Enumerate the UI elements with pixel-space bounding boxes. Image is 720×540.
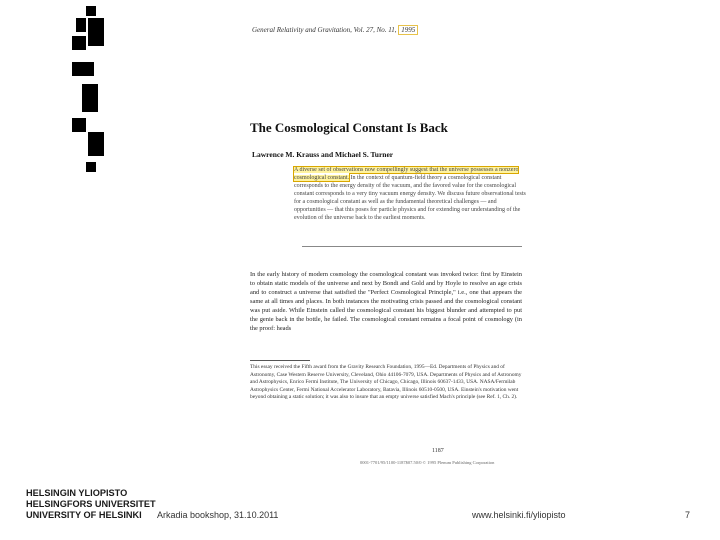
- article-authors: Lawrence M. Krauss and Michael S. Turner: [252, 150, 394, 159]
- journal-line: General Relativity and Gravitation, Vol. 27, No. 11,: [252, 26, 397, 34]
- abstract-highlight: A diverse set of observations now compellingly suggest that the universe possesses a nonzero cosmological constant.: [294, 167, 519, 181]
- scanned-article-page: [242, 20, 532, 470]
- university-name-en: UNIVERSITY OF HELSINKI: [26, 510, 142, 520]
- journal-year: 1995: [398, 25, 418, 35]
- article-footnotes: This essay received the Fifth award from the Gravity Research Foundation, 1995—Ed. Departments of Physics and of Astronomy, Case Western Reserve University, Cleveland, Ohio 44106-7079, USA. Departments of Physics and of Astronomy and Astrophysics, Enrico Fermi Institute, The University of Chicago, Chicago, Illinois 60637-1433, USA. NASA/Fermilab Astrophysics Center, Fermi National Accelerator Laboratory, Batavia, Illinois 60510-0500, USA. Einstein's motivation went beyond obtaining a static solution; it was also to insure that an empty universe satisfied Mach's principle (see Ref. 1, Ch. 2).: [250, 364, 522, 400]
- article-page-number: 1187: [432, 448, 444, 454]
- footer-event: Arkadia bookshop, 31.10.2011: [157, 510, 279, 520]
- article-title: The Cosmological Constant Is Back: [250, 120, 448, 135]
- article-abstract: [294, 166, 528, 222]
- slide-number: 7: [685, 510, 691, 520]
- publisher-code: 0001-7701/95/1100-1187$07.50/0 © 1995 Plenum Publishing Corporation: [360, 460, 495, 465]
- footnote-divider: [250, 360, 310, 361]
- footer-url: www.helsinki.fi/yliopisto: [472, 510, 566, 520]
- journal-citation: [252, 26, 418, 34]
- article-body: In the early history of modern cosmology the cosmological constant was invoked twice: first by Einstein to obtain static models of the universe and next by Bondi and Gold and by Hoyle to resolve an age crisis and to construct a universe that satisfied the "Perfect Cosmological Principle," i.e., one that appears the same at all times and places. In both instances the motivating crisis passed and the cosmological constant was put aside. While Einstein called the cosmological constant his biggest blunder and attempted to put the genie back in the bottle, he failed. The cosmological constant remains a focal point of cosmology (in the proof: heads: [250, 271, 522, 332]
- university-wordmark: [26, 488, 156, 521]
- university-flame-logo: [72, 6, 108, 176]
- university-name-sv: HELSINGFORS UNIVERSITET: [26, 499, 156, 509]
- abstract-divider: [302, 246, 522, 247]
- abstract-rest: In the context of quantum-field theory a cosmological constant corresponds to the energy density of the vacuum, and the favored value for the cosmological constant corresponds to a very tiny vacuum energy density. We discuss future observational tests for a cosmological constant as well as the fundamental theoretical challenges — and opportunities — that this poses for particle physics and for extending our understanding of the evolution of the universe back to the earliest moments.: [294, 175, 526, 221]
- university-name-fi: HELSINGIN YLIOPISTO: [26, 488, 128, 498]
